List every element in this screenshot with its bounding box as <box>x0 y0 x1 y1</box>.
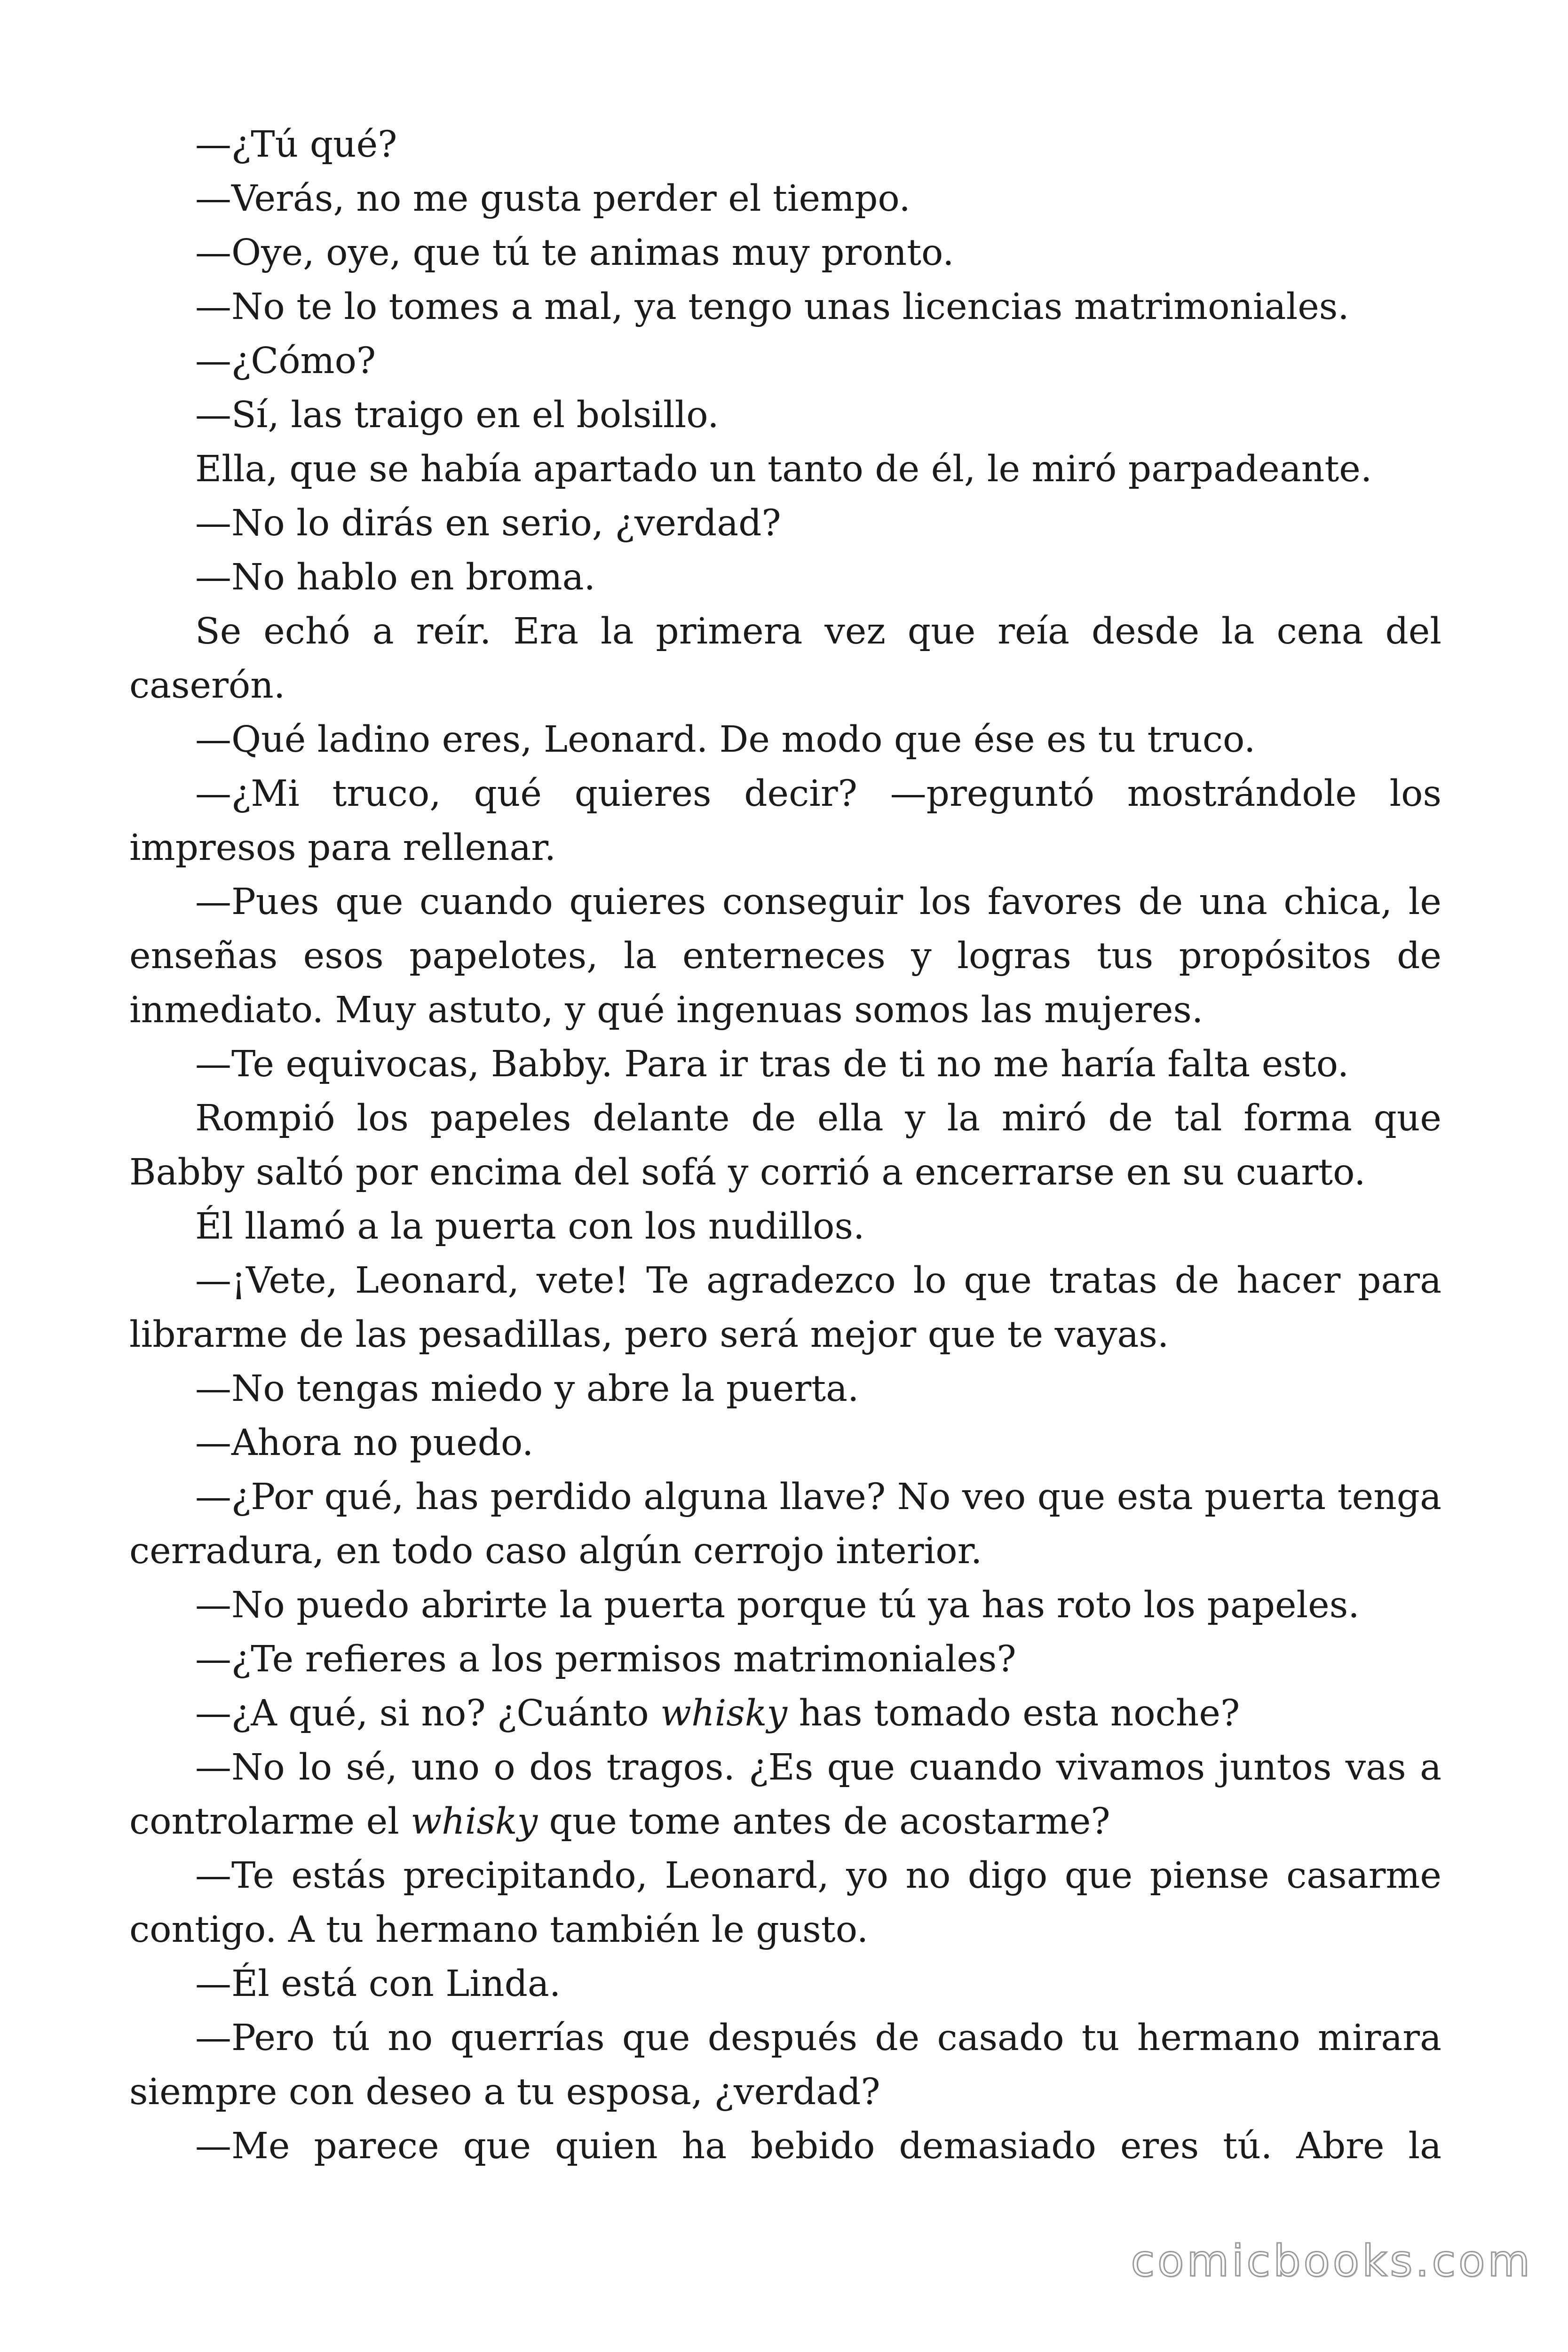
paragraph: —Oye, oye, que tú te animas muy pronto. <box>195 232 954 274</box>
watermark-text: comicbooks.com <box>1131 2236 1533 2286</box>
text-run: que tome antes de acostarme? <box>538 1801 1110 1843</box>
paragraph: Él llamó a la puerta con los nudillos. <box>195 1206 865 1248</box>
paragraph: —¿Te refieres a los permisos matrimoniales? <box>195 1638 1016 1680</box>
text-run: —No lo sé, uno o dos tragos. ¿Es que cuando vivamos juntos vas a controlarme el <box>129 1747 1441 1843</box>
paragraph: —No puedo abrirte la puerta porque tú ya has roto los papeles. <box>195 1584 1360 1626</box>
paragraph <box>129 1686 1441 1740</box>
paragraph: —Pues que cuando quieres conseguir los favores de una chica, le enseñas esos papelotes, la enterneces y logras tus propósitos de inmediato. Muy astuto, y qué ingenuas somos las mujeres. <box>129 881 1441 1031</box>
paragraph: —No lo dirás en serio, ¿verdad? <box>195 502 781 544</box>
italic-word: whisky <box>660 1692 787 1734</box>
page-body <box>129 118 1441 2173</box>
text-run: —¿A qué, si no? ¿Cuánto <box>195 1692 661 1734</box>
paragraph: —¡Vete, Leonard, vete! Te agradezco lo que tratas de hacer para librarme de las pesadillas, pero será mejor que te vayas. <box>129 1260 1441 1356</box>
paragraph: —Ahora no puedo. <box>195 1422 534 1464</box>
paragraph: Rompió los papeles delante de ella y la miró de tal forma que Babby saltó por encima del sofá y corrió a encerrarse en su cuarto. <box>129 1097 1441 1193</box>
paragraph: —Verás, no me gusta perder el tiempo. <box>195 178 911 220</box>
paragraph: —No tengas miedo y abre la puerta. <box>195 1368 859 1410</box>
paragraph: —Te equivocas, Babby. Para ir tras de ti no me haría falta esto. <box>195 1043 1349 1085</box>
paragraph: —Él está con Linda. <box>195 1963 561 2005</box>
paragraph: —Te estás precipitando, Leonard, yo no digo que piense casarme contigo. A tu hermano también le gusto. <box>129 1855 1441 1951</box>
paragraph: —No te lo tomes a mal, ya tengo unas licencias matrimoniales. <box>195 286 1349 328</box>
text-run: has tomado esta noche? <box>787 1692 1240 1734</box>
paragraph: Ella, que se había apartado un tanto de él, le miró parpadeante. <box>195 448 1372 490</box>
italic-word: whisky <box>411 1801 538 1843</box>
paragraph: —Qué ladino eres, Leonard. De modo que ése es tu truco. <box>195 719 1256 761</box>
paragraph: —¿Cómo? <box>195 340 376 382</box>
paragraph: —¿Tú qué? <box>195 124 397 166</box>
paragraph: —¿Por qué, has perdido alguna llave? No veo que esta puerta tenga cerradura, en todo caso algún cerrojo interior. <box>129 1476 1441 1572</box>
paragraph: —Pero tú no querrías que después de casado tu hermano mirara siempre con deseo a tu esposa, ¿verdad? <box>129 2017 1441 2113</box>
last-line: —Me parece que quien ha bebido demasiado eres tú. Abre la <box>195 2125 1441 2167</box>
paragraph: —¿Mi truco, qué quieres decir? —preguntó mostrándole los impresos para rellenar. <box>129 773 1441 869</box>
paragraph: —No hablo en broma. <box>195 556 595 598</box>
paragraph <box>129 1740 1441 1849</box>
paragraph: —Sí, las traigo en el bolsillo. <box>195 394 719 436</box>
paragraph: Se echó a reír. Era la primera vez que reía desde la cena del caserón. <box>129 611 1441 707</box>
